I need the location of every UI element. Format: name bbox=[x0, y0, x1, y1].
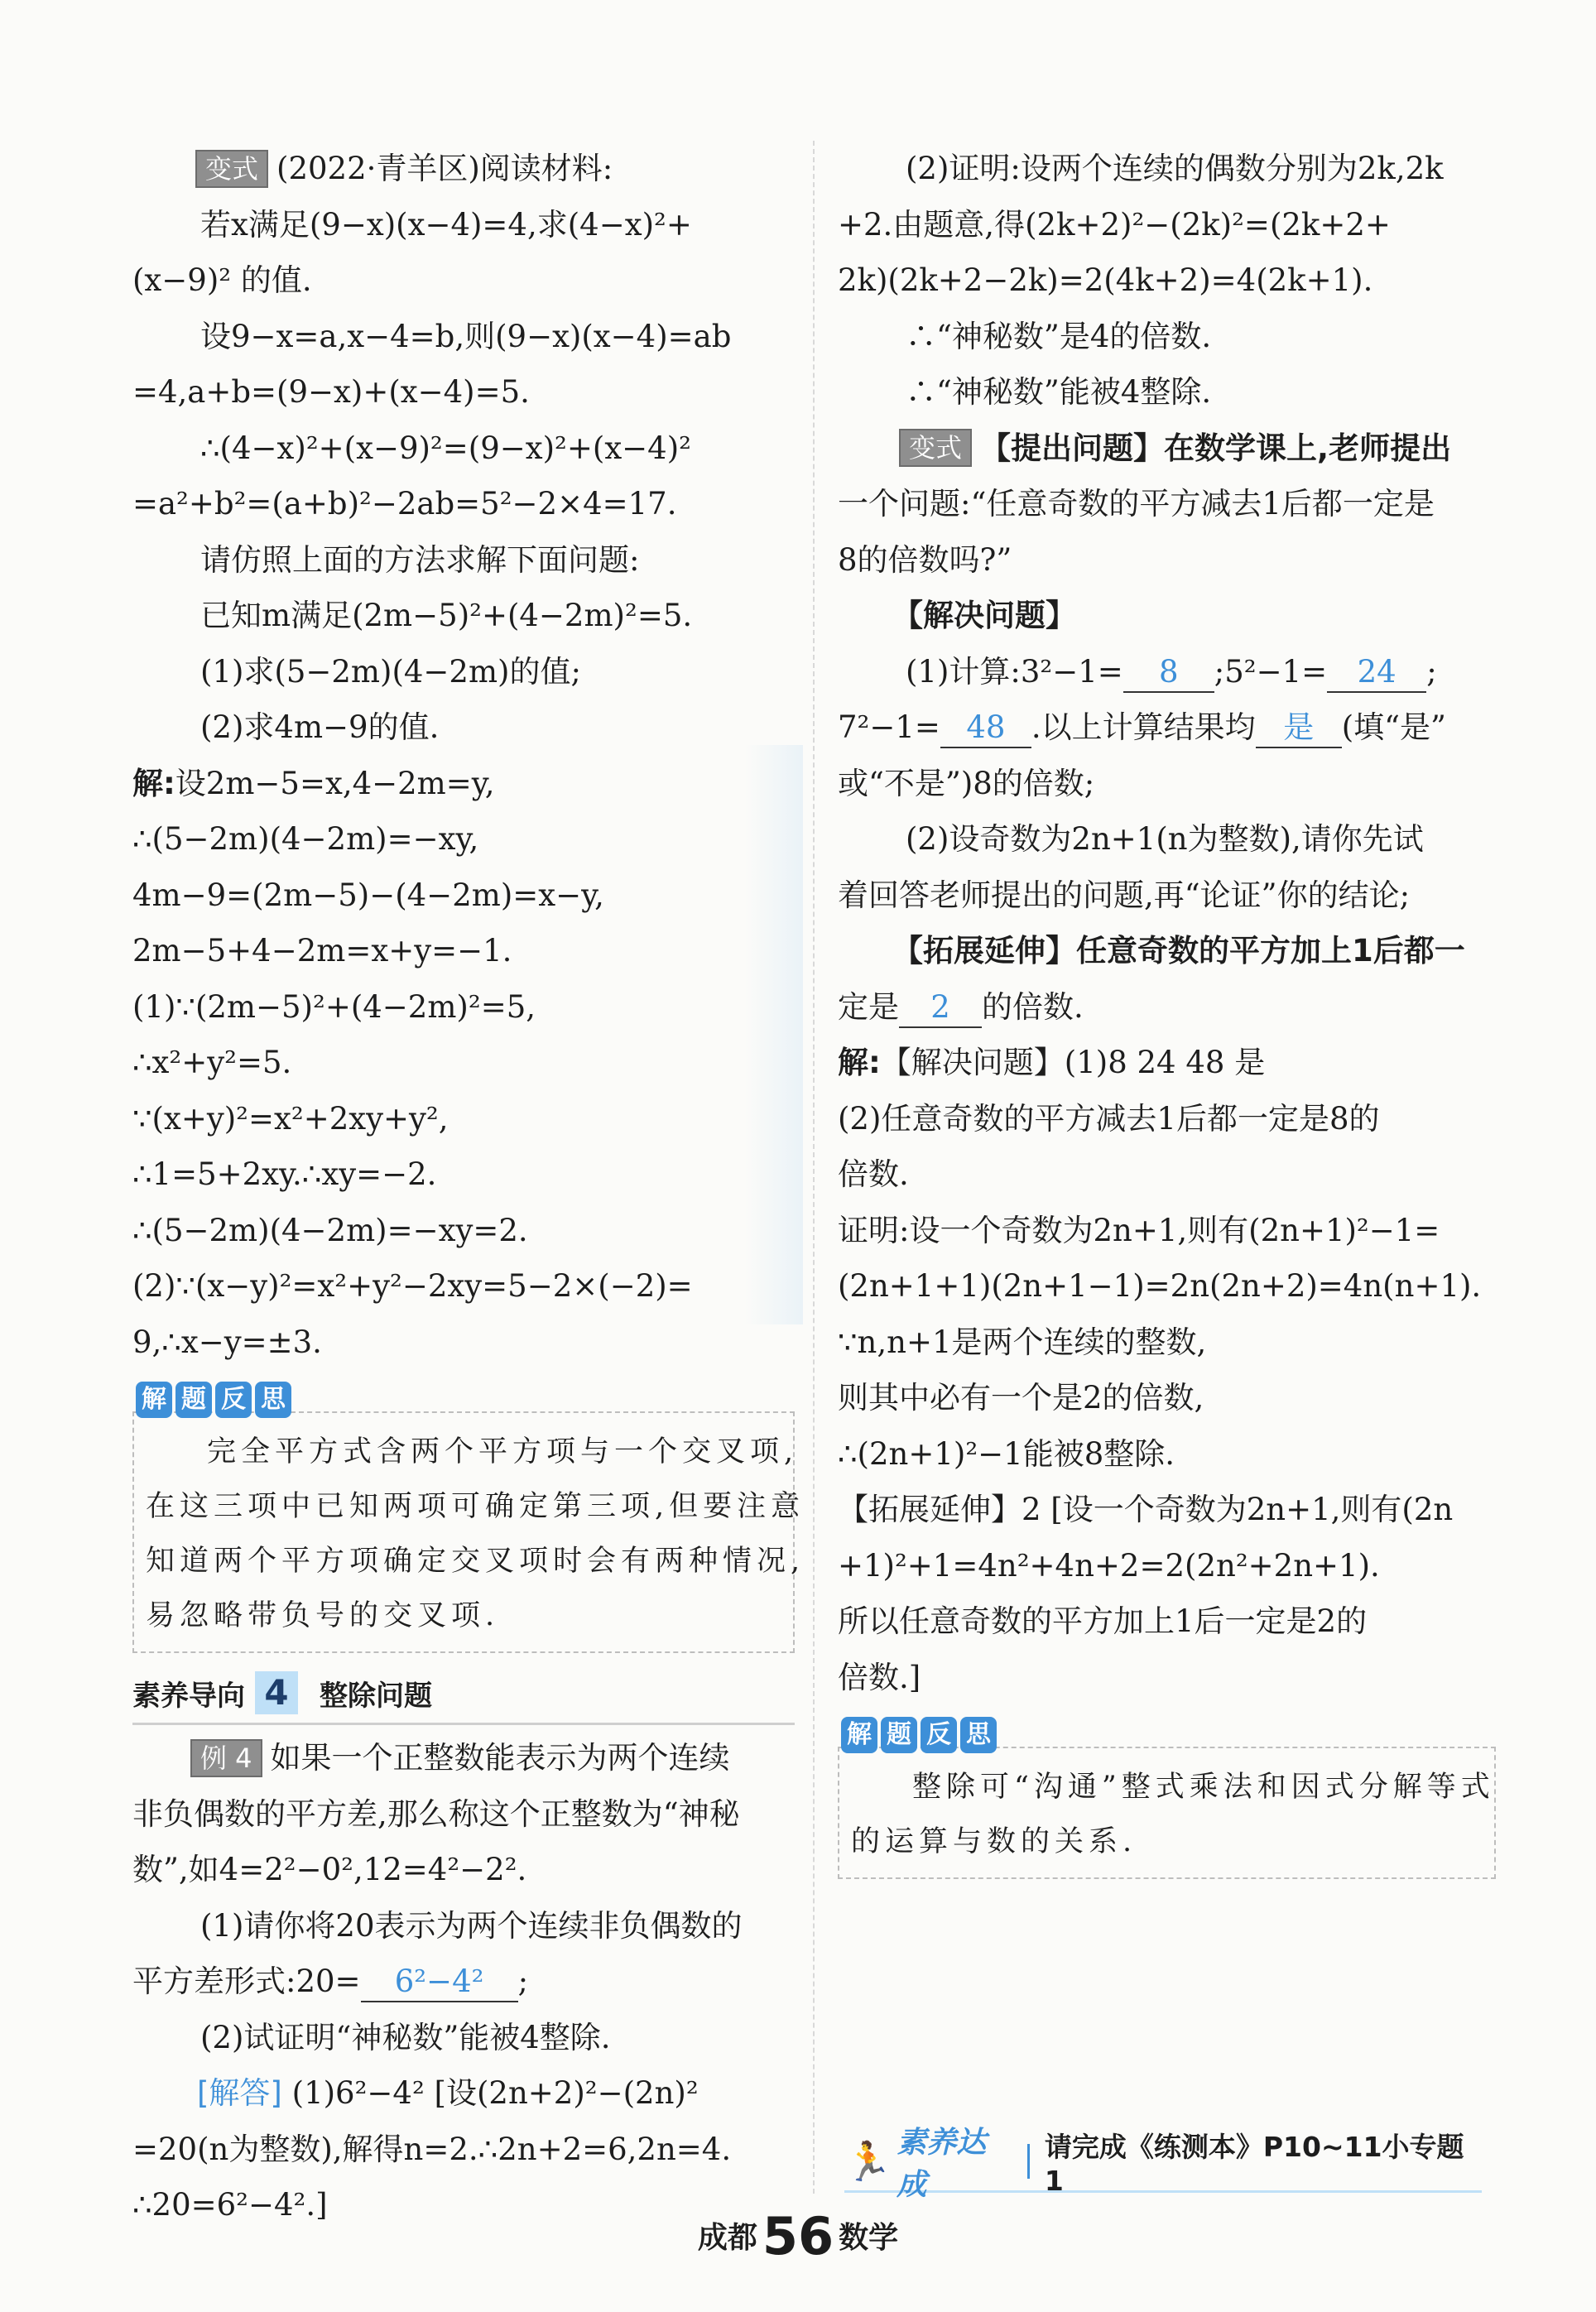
reflection-char: 反 bbox=[921, 1717, 957, 1753]
text-line: 已知m满足(2m−5)²+(4−2m)²=5. bbox=[200, 598, 693, 633]
text-line: (2n+1+1)(2n+1−1)=2n(2n+2)=4n(n+1). bbox=[838, 1268, 1482, 1304]
text-line: 所以任意奇数的平方加上1后一定是2的 bbox=[838, 1603, 1368, 1639]
text-line: ∴20=6²−4².] bbox=[132, 2187, 328, 2223]
text-line: 【拓展延伸】2 [设一个奇数为2n+1,则有(2n bbox=[838, 1492, 1454, 1527]
text-line: (1)计算:3²−1= bbox=[906, 653, 1123, 690]
section-header bbox=[132, 1663, 795, 1725]
text-line: 则其中必有一个是2的倍数, bbox=[838, 1380, 1204, 1416]
reflection-body bbox=[838, 1747, 1496, 1879]
solution-label: 解: bbox=[132, 765, 175, 801]
text-line: 【拓展延伸】任意奇数的平方加上1后都一 bbox=[892, 933, 1465, 969]
banner-separator bbox=[1027, 2144, 1030, 2179]
text-line: +2.由题意,得(2k+2)²−(2k)²=(2k+2+ bbox=[838, 206, 1391, 243]
text-line: (2)求4m−9的值. bbox=[200, 709, 440, 745]
text-line: (2)任意奇数的平方减去1后都一定是8的 bbox=[838, 1100, 1380, 1137]
text-line: 7²−1= bbox=[838, 709, 940, 745]
text-line: (x−9)² 的值. bbox=[132, 262, 312, 298]
section-label: 素养导向 bbox=[132, 1679, 245, 1713]
banner-title: 素养达成 bbox=[897, 2126, 987, 2202]
variant-intro-line bbox=[838, 421, 1496, 477]
text-line: 8的倍数吗?” bbox=[838, 541, 1012, 578]
text-line: 设9−x=a,x−4=b,则(9−x)(x−4)=ab bbox=[200, 318, 732, 354]
reflection-title bbox=[841, 1717, 1496, 1753]
text-line: 2m−5+4−2m=x+y=−1. bbox=[132, 933, 512, 969]
text-line: 请仿照上面的方法求解下面问题: bbox=[200, 541, 640, 578]
text-line: (1)∵(2m−5)²+(4−2m)²=5, bbox=[132, 988, 536, 1025]
text-line: 【提出问题】在数学课上,老师提出 bbox=[980, 430, 1452, 466]
left-column bbox=[132, 141, 805, 2233]
example-first-line bbox=[132, 1730, 795, 1786]
text-line: (1)请你将20表示为两个连续非负偶数的 bbox=[200, 1907, 743, 1944]
right-column bbox=[838, 141, 1496, 1889]
footer-subject: 数学 bbox=[839, 2221, 899, 2255]
variant-tag: 变式 bbox=[899, 429, 972, 467]
text-line: 的倍数. bbox=[982, 988, 1084, 1025]
section-title: 整除问题 bbox=[320, 1679, 432, 1713]
text-line: ∴1=5+2xy.∴xy=−2. bbox=[132, 1156, 437, 1192]
answer-blank: 8 bbox=[1123, 653, 1214, 693]
text-line: 定是 bbox=[838, 988, 899, 1025]
text-line: ∴(5−2m)(4−2m)=−xy, bbox=[132, 821, 479, 857]
text-line: 或“不是”)8的倍数; bbox=[838, 765, 1095, 801]
text-line: ∴(5−2m)(4−2m)=−xy=2. bbox=[132, 1212, 528, 1248]
text-line: .以上计算结果均 bbox=[1031, 709, 1256, 745]
reflection-title bbox=[136, 1382, 795, 1418]
text-line: 一个问题:“任意奇数的平方减去1后都一定是 bbox=[838, 486, 1435, 522]
text-line: =4,a+b=(9−x)+(x−4)=5. bbox=[132, 374, 530, 410]
text-line: 若x满足(9−x)(x−4)=4,求(4−x)²+ bbox=[200, 206, 692, 243]
answer-first-line bbox=[132, 2065, 795, 2122]
text-line: ∴x²+y²=5. bbox=[132, 1045, 292, 1080]
text-line: 倍数. bbox=[838, 1156, 909, 1192]
text-line: ∴“神秘数”是4的倍数. bbox=[906, 318, 1212, 354]
example-tag: 例 4 bbox=[190, 1739, 262, 1777]
text-line: ∵n,n+1是两个连续的整数, bbox=[838, 1324, 1207, 1360]
column-divider bbox=[813, 141, 815, 2194]
text-line: ;5²−1= bbox=[1214, 653, 1328, 690]
solution-label: 解: bbox=[838, 1045, 881, 1080]
reflection-line: 在这三项中已知两项可确定第三项,但要注意 bbox=[146, 1490, 805, 1523]
runner-icon: 🏃 bbox=[844, 2138, 892, 2184]
text-line: =20(n为整数),解得n=2.∴2n+2=6,2n=4. bbox=[132, 2131, 732, 2167]
answer-blank: 6²−4² bbox=[361, 1963, 518, 2002]
text-line: +1)²+1=4n²+4n+2=2(2n²+2n+1). bbox=[838, 1547, 1380, 1584]
banner-text: 请完成《练测本》P10~11小专题1 bbox=[1044, 2131, 1464, 2197]
reflection-char: 题 bbox=[175, 1382, 212, 1418]
reflection-char: 思 bbox=[960, 1717, 997, 1753]
reflection-char: 解 bbox=[841, 1717, 877, 1753]
text-line: (1)求(5−2m)(4−2m)的值; bbox=[200, 653, 581, 690]
reflection-char: 反 bbox=[215, 1382, 252, 1418]
blank-line bbox=[838, 699, 1496, 756]
reflection-line: 的运算与数的关系. bbox=[851, 1825, 1137, 1858]
text-line: 着回答老师提出的问题,再“论证”你的结论; bbox=[838, 877, 1411, 913]
text-line: 数”,如4=2²−0²,12=4²−2². bbox=[132, 1852, 527, 1887]
text-line: (2)∵(x−y)²=x²+y²−2xy=5−2×(−2)= bbox=[132, 1268, 693, 1304]
text-line: (2022·青羊区)阅读材料: bbox=[276, 151, 613, 186]
text-line: 设2m−5=x,4−2m=y, bbox=[175, 765, 495, 801]
text-line: =a²+b²=(a+b)²−2ab=5²−2×4=17. bbox=[132, 486, 677, 522]
variant-intro-line bbox=[127, 141, 795, 197]
answer-blank: 2 bbox=[899, 988, 982, 1028]
text-line: (1)6²−4² [设(2n+2)²−(2n)² bbox=[291, 2075, 699, 2111]
reflection-line: 整除可“沟通”整式乘法和因式分解等式 bbox=[912, 1771, 1495, 1804]
answer-blank: 是 bbox=[1256, 709, 1342, 748]
text-line: ∵(x+y)²=x²+2xy+y², bbox=[132, 1100, 449, 1137]
blank-line bbox=[838, 979, 1496, 1036]
reflection-char: 解 bbox=[136, 1382, 172, 1418]
reflection-line: 知道两个平方项确定交叉项时会有两种情况, bbox=[146, 1545, 805, 1578]
solution-first-line bbox=[838, 1035, 1496, 1091]
text-line: (2)试证明“神秘数”能被4整除. bbox=[200, 2019, 611, 2055]
text-line: 【解决问题】(1)8 24 48 是 bbox=[880, 1045, 1266, 1080]
blank-line: (1)计算:3²−1= 8 ;5²−1= 24 ; bbox=[838, 644, 1496, 700]
text-line: (2)证明:设两个连续的偶数分别为2k,2k bbox=[906, 151, 1444, 186]
practice-banner bbox=[844, 2126, 1482, 2202]
reflection-char: 思 bbox=[255, 1382, 291, 1418]
solution-first-line bbox=[132, 756, 795, 812]
text-line: ∴“神秘数”能被4整除. bbox=[906, 374, 1212, 410]
reflection-box-left bbox=[132, 1382, 805, 1653]
text-line: 倍数.] bbox=[838, 1659, 921, 1695]
text-line: (填“是” bbox=[1341, 709, 1446, 745]
text-line: 平方差形式:20= bbox=[132, 1964, 361, 1999]
section-number: 4 bbox=[255, 1671, 298, 1714]
text-line: 4m−9=(2m−5)−(4−2m)=x−y, bbox=[132, 877, 604, 913]
answer-tag: [解答] bbox=[197, 2075, 282, 2111]
reflection-box-right bbox=[838, 1717, 1496, 1879]
footer-city: 成都 bbox=[697, 2221, 757, 2255]
text-line: 9,∴x−y=±3. bbox=[132, 1324, 322, 1360]
reflection-line: 易忽略带负号的交叉项. bbox=[146, 1599, 500, 1632]
reflection-body bbox=[132, 1411, 805, 1653]
text-line: 如果一个正整数能表示为两个连续 bbox=[270, 1740, 730, 1776]
text-line: 证明:设一个奇数为2n+1,则有(2n+1)²−1= bbox=[838, 1212, 1440, 1248]
reflection-char: 题 bbox=[881, 1717, 917, 1753]
text-line: 非负偶数的平方差,那么称这个正整数为“神秘 bbox=[132, 1795, 740, 1832]
page-footer bbox=[0, 2206, 1596, 2266]
answer-blank: 24 bbox=[1327, 653, 1426, 693]
text-line: ∴(4−x)²+(x−9)²=(9−x)²+(x−4)² bbox=[200, 430, 691, 466]
text-line: 2k)(2k+2−2k)=2(4k+2)=4(2k+1). bbox=[838, 262, 1373, 298]
reflection-line: 完全平方式含两个平方项与一个交叉项, bbox=[207, 1435, 799, 1468]
answer-blank: 48 bbox=[940, 709, 1031, 748]
text-line: (2)设奇数为2n+1(n为整数),请你先试 bbox=[906, 821, 1424, 857]
variant-tag: 变式 bbox=[195, 150, 268, 188]
page-number: 56 bbox=[762, 2206, 834, 2266]
text-line: ∴(2n+1)²−1能被8整除. bbox=[838, 1435, 1175, 1472]
blank-line: 平方差形式:20= 6²−4² ; bbox=[132, 1954, 795, 2010]
subheading: 【解决问题】 bbox=[892, 598, 1076, 633]
